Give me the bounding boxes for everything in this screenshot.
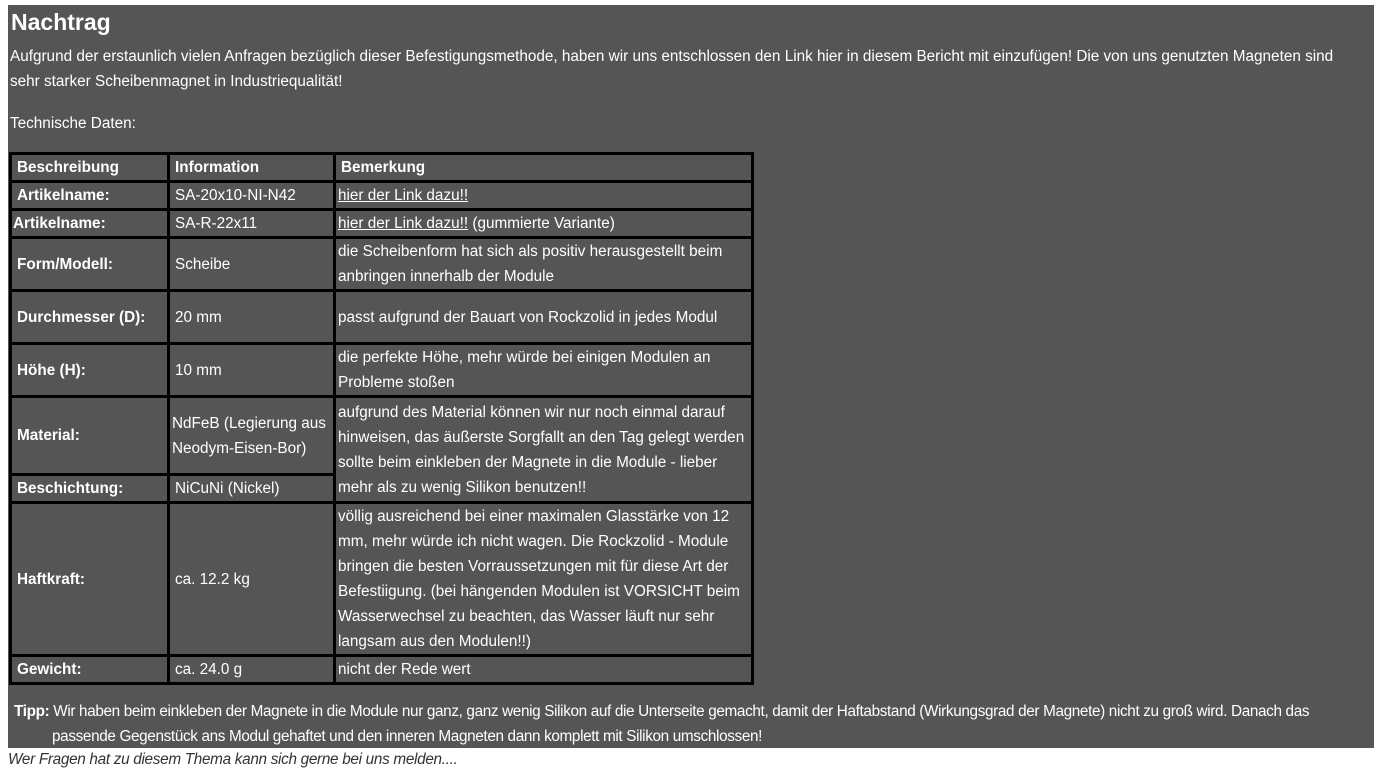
row-remark <box>335 182 753 210</box>
tip-text: Wir haben beim einkleben der Magnete in die Module nur ganz, ganz wenig Silikon auf die Unterseite gemacht, damit der Haftabstand (Wirkungsgrad der Magnete) nicht zu groß wird. Danach das passende Gegenstück ans Modul gehaftet und den inneren Magneten dann komplett mit Silikon umschlossen! <box>49 703 1310 745</box>
row-info: SA-20x10-NI-N42 <box>169 182 335 210</box>
header-bemerkung: Bemerkung <box>335 154 753 182</box>
header-information: Information <box>169 154 335 182</box>
row-label: Beschichtung: <box>11 475 169 503</box>
footer-note: Wer Fragen hat zu diesem Thema kann sich gerne bei uns melden.... <box>8 751 458 768</box>
product-link-rubberized[interactable]: hier der Link dazu!! <box>338 215 469 232</box>
row-label: Material: <box>11 397 169 475</box>
row-info: SA-R-22x11 <box>169 210 335 238</box>
tip-label: Tipp: <box>14 703 50 720</box>
section-title: Nachtrag <box>11 9 111 35</box>
row-label: Form/Modell: <box>11 238 169 291</box>
header-beschreibung: Beschreibung <box>11 154 169 182</box>
row-label: Artikelname: <box>11 210 169 238</box>
table-row <box>11 397 753 475</box>
tip-paragraph <box>14 699 1369 749</box>
remark-text: (gummierte Variante) <box>468 215 615 232</box>
table-row <box>11 344 753 397</box>
row-label: Gewicht: <box>11 656 169 684</box>
row-info: ca. 12.2 kg <box>169 503 335 656</box>
row-remark: passt aufgrund der Bauart von Rockzolid in jedes Modul <box>335 291 753 344</box>
row-label: Artikelname: <box>11 182 169 210</box>
table-row <box>11 656 753 684</box>
row-info: 10 mm <box>169 344 335 397</box>
table-row <box>11 182 753 210</box>
table-row <box>11 210 753 238</box>
table-row <box>11 503 753 656</box>
row-remark: die Scheibenform hat sich als positiv herausgestellt beim anbringen innerhalb der Module <box>335 238 753 291</box>
row-remark: aufgrund des Material können wir nur noch einmal darauf hinweisen, das äußerste Sorgfallt an den Tag gelegt werden sollte beim einkleben der Magnete in die Module - lieber mehr als zu wenig Silikon benutzen!! <box>335 397 753 503</box>
row-info: 20 mm <box>169 291 335 344</box>
row-remark: die perfekte Höhe, mehr würde bei einigen Modulen an Probleme stoßen <box>335 344 753 397</box>
specs-table <box>9 152 754 685</box>
table-header-row <box>11 154 753 182</box>
technical-data-label: Technische Daten: <box>10 115 136 132</box>
row-info: ca. 24.0 g <box>169 656 335 684</box>
row-label: Haftkraft: <box>11 503 169 656</box>
row-remark: völlig ausreichend bei einer maximalen Glasstärke von 12 mm, mehr würde ich nicht wagen. Die Rockzolid - Module bringen die besten Vorraussetzungen mit für diese Art der Befestiigung. (bei hängenden Modulen ist VORSICHT beim Wasserwechsel zu beachten, das Wasser läuft nur sehr langsam aus den Modulen!!) <box>335 503 753 656</box>
table-row <box>11 291 753 344</box>
row-label: Durchmesser (D): <box>11 291 169 344</box>
nachtrag-panel <box>8 5 1374 748</box>
product-link[interactable]: hier der Link dazu!! <box>338 187 469 204</box>
row-info: Scheibe <box>169 238 335 291</box>
table-row <box>11 238 753 291</box>
row-remark <box>335 210 753 238</box>
row-info: NdFeB (Legierung aus Neodym-Eisen-Bor) <box>169 397 335 475</box>
row-remark: nicht der Rede wert <box>335 656 753 684</box>
row-label: Höhe (H): <box>11 344 169 397</box>
intro-paragraph: Aufgrund der erstaunlich vielen Anfragen bezüglich dieser Befestigungsmethode, haben wir uns entschlossen den Link hier in diesem Bericht mit einzufügen! Die von uns genutzten Magneten sind sehr starker Scheibenmagnet in Industriequalität! <box>10 48 1334 90</box>
row-info: NiCuNi (Nickel) <box>169 475 335 503</box>
